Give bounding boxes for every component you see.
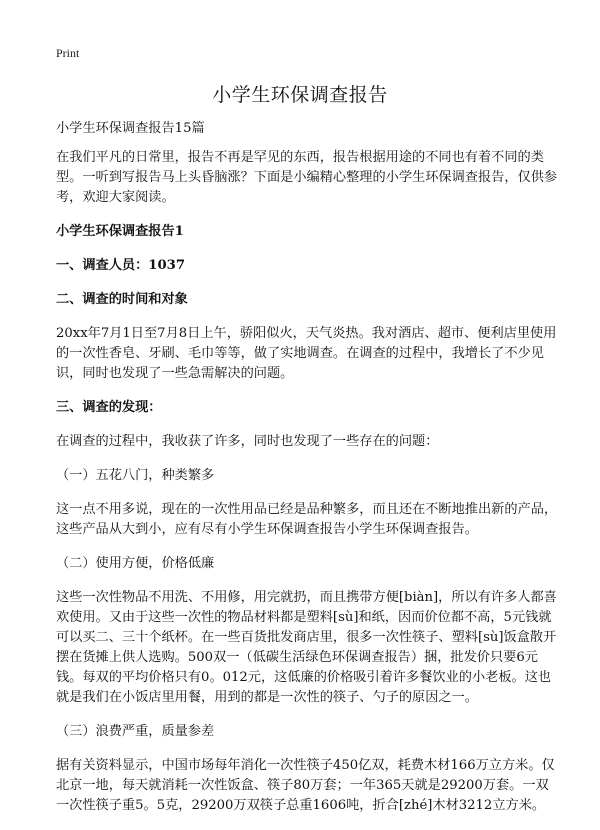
- intro-paragraph: 在我们平凡的日常里，报告不再是罕见的东西，报告根据用途的不同也有着不同的类型。一听到写报告马上头昏脑涨？下面是小编精心整理的小学生环保调查报告，仅供参考，欢迎大家阅读。: [56, 150, 558, 205]
- paragraph-found: 在调查的过程中，我收获了许多，同时也发现了一些存在的问题：: [56, 434, 439, 449]
- report-heading: 小学生环保调查报告1: [56, 224, 184, 239]
- section-heading-1: 一、调查人员：1037: [56, 258, 186, 273]
- item-heading-1: （一）五花八门，种类繁多: [56, 468, 215, 483]
- page-title: 小学生环保调查报告: [212, 84, 388, 106]
- document-body: [56, 119, 560, 830]
- section-heading-2: 二、调查的时间和对象: [56, 292, 188, 307]
- section-heading-3: 三、调查的发现：: [56, 400, 162, 415]
- paragraph-item-1: 这一点不用多说，现在的一次性用品已经是品种繁多，而且还在不断地推出新的产品，这些产品从大到小，应有尽有小学生环保调查报告小学生环保调查报告。: [56, 502, 558, 537]
- paragraph-time: 20xx年7月1日至7月8日上午，骄阳似火，天气炎热。我对酒店、超市、便利店里使用的一次性香皂、牙刷、毛巾等等，做了实地调查。在调查的过程中，我增长了不少见识，同时也发现了一些急需解决的问题。: [56, 326, 557, 381]
- print-link[interactable]: Print: [56, 46, 80, 60]
- paragraph-item-3: 据有关资料显示，中国市场每年消化一次性筷子450亿双，耗费木材166万立方米。仅北京一地，每天就消耗一次性饭盒、筷子80万套；一年365天就是29200万套。一双一次性筷子重5。5克，29200万双筷子总重1606吨，折合[zhé]木材3212立方米。: [56, 758, 555, 813]
- item-heading-2: （二）使用方便，价格低廉: [56, 556, 215, 571]
- subtitle: 小学生环保调查报告15篇: [56, 121, 205, 136]
- paragraph-item-2: 这些一次性物品不用洗、不用修，用完就扔，而且携带方便[biàn]，所以有许多人都喜欢使用。又由于这些一次性的物品材料都是塑料[sù]和纸，因而价位都不高，5元钱就可以买二、三十个纸杯。在一些百货批发商店里，很多一次性筷子、塑料[sù]饭盒散开摆在货摊上供人选购。500双一（低碳生活绿色环保调查报告）捆，批发价只要6元钱。每双的平均价格只有0。012元，这低廉的价格吸引着许多餐饮业的小老板。这也就是我们在小饭店里用餐，用到的都是一次性的筷子、勺子的原因之一。: [56, 590, 557, 705]
- item-heading-3: （三）浪费严重，质量参差: [56, 724, 215, 739]
